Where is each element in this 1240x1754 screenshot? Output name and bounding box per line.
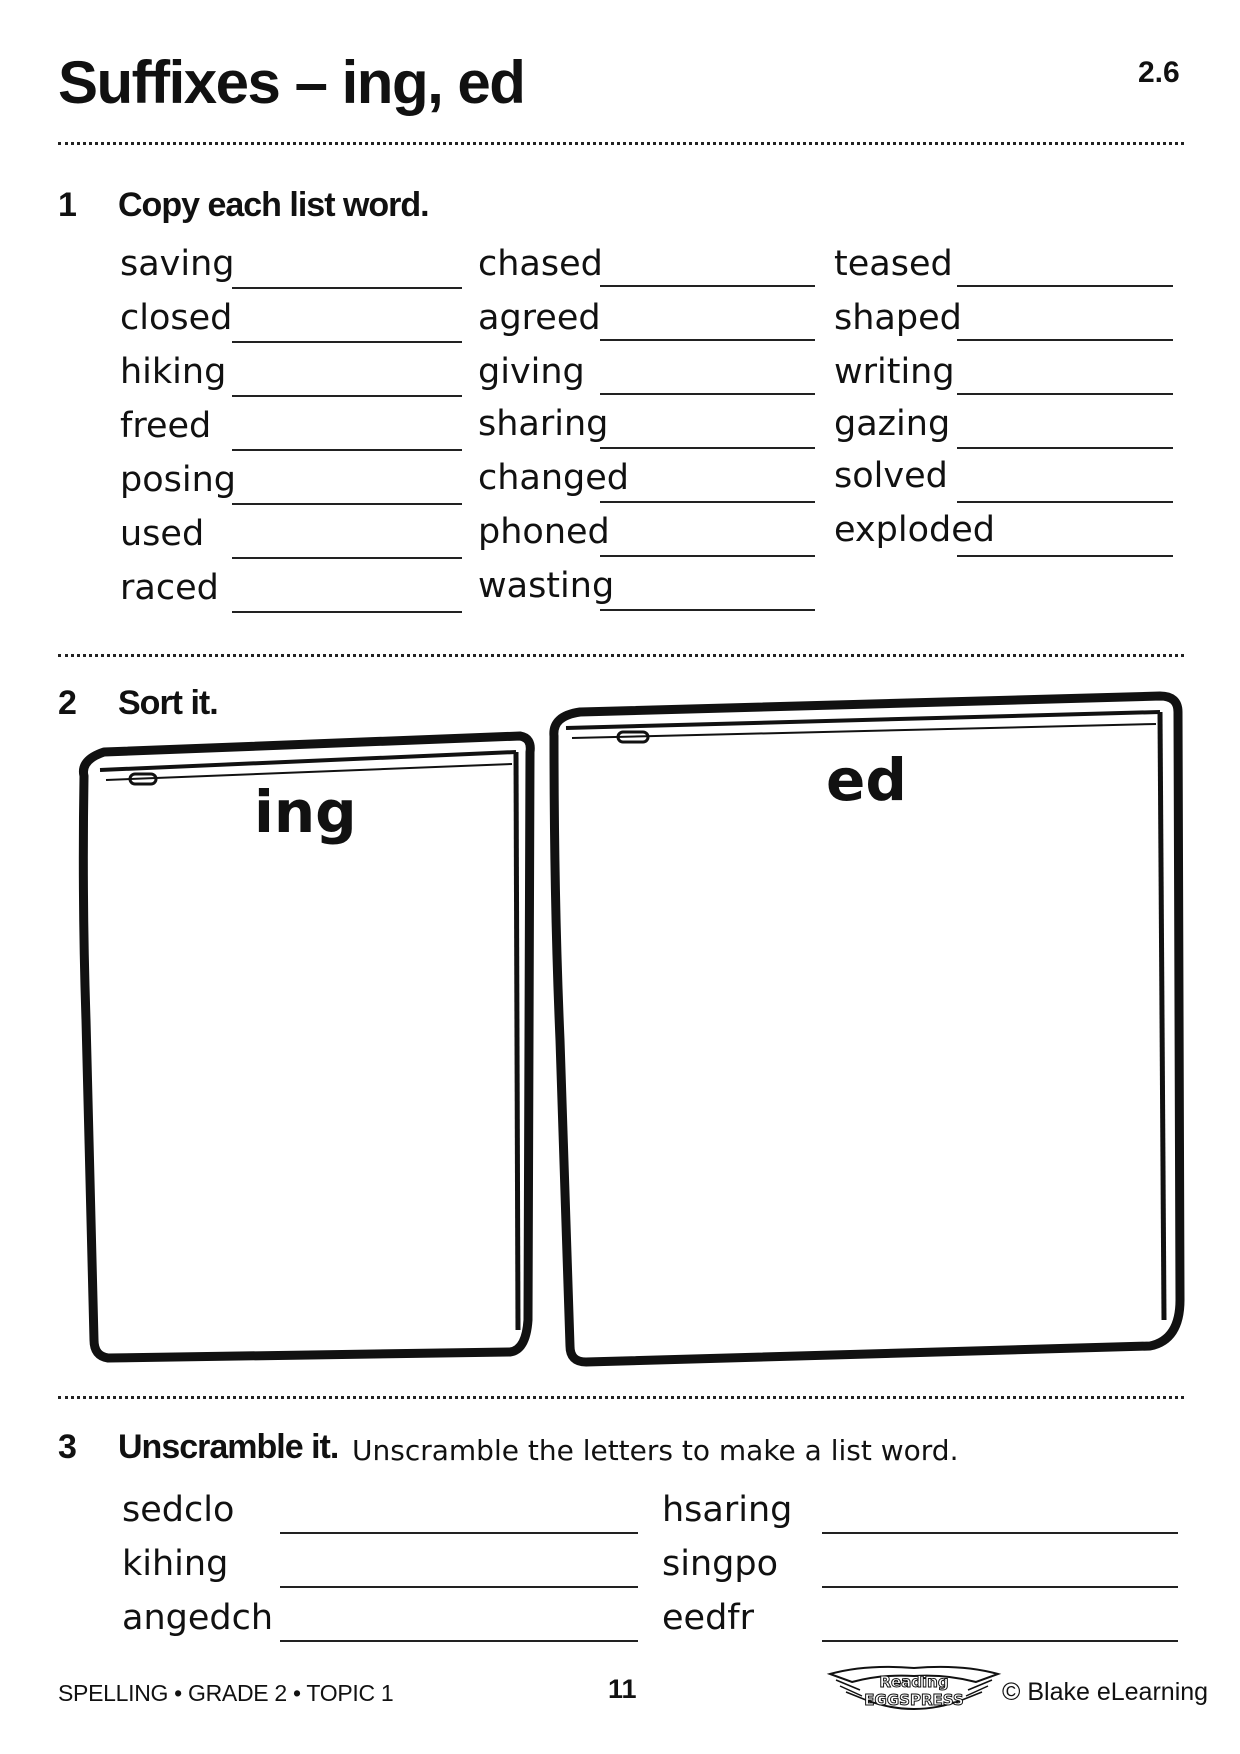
list-word: saving — [120, 244, 235, 284]
section-3-number: 3 — [58, 1428, 77, 1466]
list-word: wasting — [478, 566, 615, 606]
scrambled-word: hsaring — [662, 1490, 793, 1530]
ed-box-label: ed — [826, 746, 907, 814]
write-line[interactable] — [822, 1586, 1178, 1588]
page-number: 11 — [608, 1674, 637, 1704]
divider — [58, 1396, 1184, 1399]
reading-eggspress-logo — [826, 1660, 1002, 1720]
logo-text-top: Reading — [879, 1673, 949, 1691]
list-word: freed — [120, 406, 212, 446]
section-1-number: 1 — [58, 186, 77, 224]
list-word: writing — [834, 352, 955, 392]
list-word: teased — [834, 244, 953, 284]
list-word: raced — [120, 568, 219, 608]
list-word: hiking — [120, 352, 227, 392]
section-2-number: 2 — [58, 684, 77, 722]
scrambled-word: angedch — [122, 1598, 274, 1638]
write-line[interactable] — [822, 1640, 1178, 1642]
logo-text-bottom: EGGSPRESS — [864, 1691, 964, 1709]
write-line[interactable] — [280, 1586, 638, 1588]
list-word: sharing — [478, 404, 609, 444]
scrambled-word: sedclo — [122, 1490, 235, 1530]
list-word: posing — [120, 460, 236, 500]
list-word: agreed — [478, 298, 601, 338]
list-word: shaped — [834, 298, 962, 338]
footer-series: SPELLING • GRADE 2 • TOPIC 1 — [58, 1680, 394, 1706]
list-word: solved — [834, 456, 948, 496]
write-line[interactable] — [822, 1532, 1178, 1534]
list-word: closed — [120, 298, 233, 338]
list-word: gazing — [834, 404, 951, 444]
list-word: giving — [478, 352, 585, 392]
scrambled-word: kihing — [122, 1544, 229, 1584]
list-word: used — [120, 514, 205, 554]
section-3-title: Unscramble it. — [118, 1428, 339, 1466]
ing-box-label: ing — [254, 778, 357, 846]
list-word: changed — [478, 458, 630, 498]
list-word: exploded — [834, 510, 995, 550]
write-line[interactable] — [280, 1532, 638, 1534]
scrambled-word: eedfr — [662, 1598, 754, 1638]
list-word: phoned — [478, 512, 610, 552]
scrambled-word: singpo — [662, 1544, 778, 1584]
section-3-instruction: Unscramble the letters to make a list word. — [352, 1434, 959, 1467]
section-1-title: Copy each list word. — [118, 186, 429, 224]
page-title: Suffixes – ing, ed — [58, 49, 525, 116]
copyright: © Blake eLearning — [1002, 1678, 1209, 1706]
write-line[interactable] — [280, 1640, 638, 1642]
section-2-title: Sort it. — [118, 684, 218, 722]
activity-code: 2.6 — [1138, 56, 1180, 89]
list-word: chased — [478, 244, 603, 284]
